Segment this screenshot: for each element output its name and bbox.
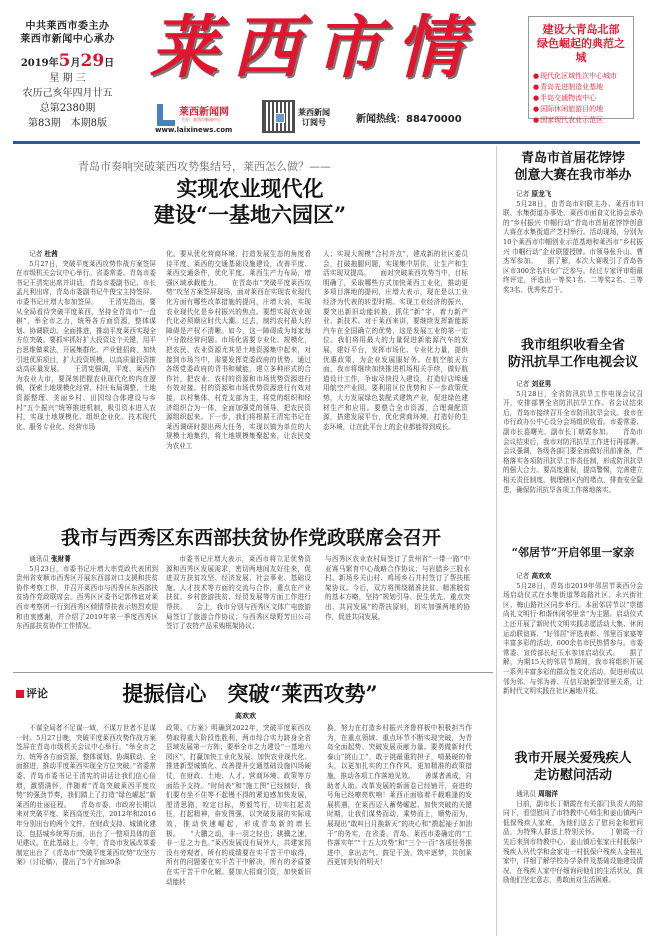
lead-title: 实现农业现代化 建设“一基地六园区” [153, 176, 347, 227]
site-logo-icon [157, 104, 175, 126]
slogan-item: ● 现代化区域性次中心城市 [533, 71, 629, 82]
masthead-info [20, 20, 115, 131]
right-story-1-title: 青岛市首届花饽饽 创意大赛在我市举办 [514, 151, 632, 183]
middle-col-3: 与西秀区农业农村局签订了贵州省“一带一路”中亚赛马繁育中心战略合作协议；与岩腊乡三股水村、新场乡关山村、鸡场乡石井村签订了帮扶框架协议。今后，双方将围绕精准扶贫、精准脱贫的基本方略，坚持“规划引导、民生优先、重点突出、共同发展”的帮扶原则，切实加强两地的协作，促进共同发展。 [325, 555, 470, 621]
slogan-item: ● 国家现代农业示范区 [533, 115, 629, 126]
slogan-list [533, 71, 629, 126]
right-story-3-body: 记者 高欢欢 5月28日，青岛市2019年邻居节莱西分会场启动仪式在水集街道琴岛路社区、永兴街社区、梅山路社区同步举行。本届邻居节以“崇德尚礼文明行·和谐休闲邻里亲”为主题。启动仪式上还开展了新时代文明实践志愿活动大集、休闲运动联谊赛、“好邻居”评选表彰、邻里百家宴等丰富多彩的活动，600余名市民热情参与。市委常委、宣传部长纪玉水参加启动仪式。 据了解，为期15天的邻居节期间，我市将组织开展一系列丰富多彩的群众性文化活动，促进形成以邻为邻、与邻为善、互信互助新型邻里关系，让新时代文明实践在社区遍地开花。 [503, 572, 643, 696]
lead-col-1: 记者 杜茜 5月27日，突破平度莱西攻势作战方案签屏在市级机关会议中心举行。省委常委、青岛市委书记王清宪出席并讲话，青岛市委副书记、市长孟凡利出席，青岛市委副书记牛俊宝主持签屏。市委书记庄增大参加签屏。 王清宪指出，要从全局看待突破平度莱西，坚持全青岛市“一盘棋”，举全市之力，统筹各方面资源，整体谋划、协调联动、全面推进，推动平度莱西实现全方位突破。要抓牢抓好扩大投资这个关键，用平台思维做乘法，开展集群化、产业链招商，加快引进优质项目，扩大投资规模，以高质量投资推动高质量发展。 王清宪强调，平度、莱西作为农业大市，要深刻把握农业现代化的内在逻辑，探索土地规模化经营、村庄布局调整、土地资源整理、美丽乡村、田园综合体建设与乡村“五个振兴”统筹推进机制，吸引资本进入农村，实现土地规模化、组织企业化、技术现代化、服务专业化、经营市场 [16, 250, 156, 431]
section-divider [13, 672, 493, 673]
site-url[interactable]: www.laixinews.com [155, 126, 233, 134]
issue-total: 总第2380期 [39, 103, 96, 114]
commentary-col-1: 不谋全局者不足谋一域，不谋万世者不足谋一时。5月27日晚，突破平度莱西攻势作战方案签屏在青岛市级机关会议中心举行。“举全市之力、统筹各方面资源，整体谋划、协调联动、全面推进，推动平度莱西实现全方位突破。”省委常委、青岛市委书记王清宪的讲话让我们信心倍增，激情满怀，伴随着“青岛突破莱西平度攻势”的强劲节奏，我们踏上了打造“绿色崛起”新莱西的壮丽征程。 青岛市委、市政府长期以来对突破平度、莱西高度关注，2012年和2016年分别出台的两个文件，在财政支持、城镇化建设、包括城乡统筹方面，出台了一整项具体的意见建议。在此基础上，今年，青岛市发展改革委制定出台了《青岛市“突破平度莱西攻势”攻坚方案》（讨论稿），提出了5个方面39条 [16, 724, 156, 867]
commentary-title: 提振信心 突破“莱西攻势” [122, 681, 378, 706]
middle-col-1: 通讯员 张财菁 5月23日，市委书记庄增大率党政代表团到贵州省安顺市西秀区开展东西部对口支援和扶贫协作考察工作，并召开莱西市与西秀区东西部扶贫协作党政联席会。西秀区区委书记郭伟谊对莱西市考察团一行到西秀区倾情帮扶表示热烈欢迎和由衷感谢，并介绍了2019年第一季度西秀区东西部扶贫协作工作情况。 [16, 555, 158, 631]
commentary-col-2: 政策。《方案》明确到2022年，突破平度莱西攻势取得重大阶段性胜利，两市综合实力跻身全省县域发展第一方阵；要举全市之力建设“一基地六园区”，打赢加快工业化发展、加快农业现代化、推进新型城镇化、改善提升交通基础设施四场硬仗，在财政、土地、人才、营商环境、政策等方面给予支持。“时间表”和“施工图”已经制好，我们要有坐不住等不起慢不得的紧迫感加快发展，厘清思路，咬定目标，勇毅笃行，切实扛起责任，打起精神，奋发图强，以突破发展的实际成效，推动快速崛起，形成青岛新的增长极。 “大鹏之动，非一羽之轻也；骐骥之速，非一足之力也。”莱西发展没有局外人，共建家园没有旁观者。所有的成绩要在实干苦干中取得，所有的问题要在实干苦干中解决，所有的矛盾要在实干苦干中化解。要加大招商引资，加快新旧动能转 [166, 724, 311, 886]
right-story-4-body: 通讯员 周瑞洋 日前，副市长丁朝霞在有关部门负责人的陪同下，看望慰问了市特教中心师生和姜山镇两户低保残疾人家庭，为他们送去了慰问金和慰问品，为特殊人群送上特别关怀。 丁朝霞一行先后来到市特教中心、姜山镇后张家庄村低保户残疾人丛代学和金家屯一村低保户残疾人金桂礼家中，详细了解学校办学条件及基础设施建设情况，在残疾人家中仔细询问他们的生活状况，鼓励他们坚定意志，勇敢面对生活困难。 [503, 790, 643, 885]
slogan-box [528, 16, 634, 124]
right-story-2-body: 记者 刘亚男 5月28日，全省防汛抗旱工作电视会议召开，安排部署全省防汛抗旱工作。省会议结束后，青岛市接续召开全市防汛抗旱会议。我市在市行政办公中心设分会场组织收看。市委常委、副市长葛曙光，副市长丁朝霞参加。 青岛市会议结束后，我市对防汛抗旱工作进行再部署。会议强调，各级各部门要全面做好汛前准备，严格落实各项防汛抗旱工作责任制，形成防汛抗旱的强大合力。要高度重视，提高警惕，完善建立相关责任制度，梳理辖区内的堵点，排查安全隐患，确保防汛抗旱各项工作落地落实。 [503, 380, 643, 494]
commentary-col-3: 换，努力在打造乡村振兴齐鲁样板中积极担当作为，在重点领域、重点环节不断实现突破，为青岛全面起势、突破发展贡献力量。要勇做新时代泰山“挑山工”，敢于挑最重的担子，啃最硬的骨头，以更加扎实的工作作风、更加精准的政策措施，推动各项工作落地见效。 善谋者善成，自助者人助。改革发展的新画卷已经铺开，奋进的号角已经嘹亮吹响！莱西正面临着千载难逢的发展机遇，在莱西迈入蓄势崛起、加快突破的关键时期，让我们谋势而动，乘势而上，顺势而为，展现出“敢叫日月换新天”的决心和“撸起袖子加油干”的务实，在省委、青岛、莱西市委确定的“工作落实年”“十五大攻势”和“三个一百”各项任务推进中，拿出志气、鼓足干劲，筑牢逐梦，共创莱西更加美好的明天！ [327, 724, 472, 867]
commentary-tag: 评论 [16, 685, 48, 701]
red-square-icon [16, 690, 24, 698]
lead-byline: 记者 杜茜 [29, 250, 58, 258]
middle-story-title: 我市与西秀区东西部扶贫协作党政联席会召开 [60, 527, 441, 549]
site-logo[interactable] [155, 102, 235, 138]
slogan-title-2: 绿色崛起的典范之城 [537, 37, 625, 64]
lead-col-2: 化。要从优化营商环境、打造发展生态的角度看待平度、莱西的交通基础设施建设，改善平度、莱西交通条件，优化平度、莱西生产力布局，增强区域承载能力。 在青岛市“突破平度莱西攻势”攻坚方案签屏现场，面对莱西在实现农业现代化方面有哪些改革措施的提问，庄增大说，实现农业现代化是乡村振兴的焦点。要想实现农业现代化必须顺应时代大潮。过去，制约农村最大的障碍是产权不清晰。如今，这一障碍成为每家每户分散经营问题。市场化需要专业化、规模化，把农民、农业资源尤其是土地资源集中起来，对接到市场当中，需要发挥党委政府的优势。通过各级党委政府的背书和赋能，建立多种形式的合作社，把农业、农村的资源和市场优势资源进行有效对接。村的资源和市场优势资源进行有效对接，以村集体、村党支部为主，将党的组织和经济组织合为一体，全面加强党的领导，把农民资源组织起来。下一步，我们将根据王清宪书记在莱西调研时提出两大任务，实现以镇为单位的大规模土地集约，将土地规模集聚起来，让农民变为农业工 [166, 250, 311, 450]
weekday: 星 期 三 [49, 73, 86, 84]
sponsor-line-1: 中共莱西市委主办 [25, 21, 110, 32]
site-sub: 主办：莱西市新闻中心 [181, 117, 221, 122]
site-name: 莱西新闻网 [179, 107, 229, 118]
qr-code-icon[interactable] [262, 100, 295, 133]
sponsor-line-2: 莱西市新闻中心承办 [20, 34, 115, 45]
right-story-1-body: 记者 原龙飞 5月28日，由青岛市妇联主办、莱西市妇联、水集街道办事处、莱西市面食文化协会承办的“乡村振兴 巾帼行动”青岛市首届花饽饽创意大赛在水集街道产芝村举行。活动现场，分别为10个莱西市巾帼创业示范基地和莱西市“乡村振兴 巾帼行动”企业联盟授牌。市领导张升山、曹杰军参加。 据了解，本次大赛吸引了青岛各区市300余名妇女广泛参与。经过专家评审组最终评定，评选出一等奖1名、二等奖2名、三等奖3名、优秀奖若干。 [503, 190, 643, 294]
qr-label: 莱西新闻 订阅号 [298, 108, 330, 127]
middle-byline: 通讯员 张财菁 [29, 555, 71, 563]
issue-this: 第83期 本期8版 [27, 118, 108, 129]
news-hotline: 新闻热线：88470000 [356, 114, 462, 125]
lead-col-3: 人；实现大规模“合村并点”，建成新的社区委员会，打破拖腿问题，实现集中居住，让生产和生活实现双提高。 面对突破莱西攻势当中，目标明确了，采取哪些方式加快莱西工业化，推动更多项目落地的提问，庄增大表示，现在是以工业经济为代表的转型时期。实现工业经济的振兴，要突出新旧动能转换，抓住“新”字，着力新产业、新技术。对于莱西来讲，要继续发挥新能源汽车在全国确立的优势，这是发展工业的第一定位。我们将用最大的力量促进新能源汽车的发展，建好平台，发挥市场化、专业化力量，提供优惠政策，为企业发展服好务。在航空航天方面，我市将继续加快推进机场相关手续，做好航道设计工作，争取尽快投入建设，打造好店埠通用航空产业园。要利用区位优势和下一步政策优势，大力发展绿色装配式建筑产业，促进绿色建材生产和应用。要整合全市资源，合理调配资源，搭建发展平台，优化营商环境，打造好的生态环境，让在此平台上的企业都能得到成长。 [323, 250, 468, 431]
right-story-3-title: “邻居节”开启邻里一家亲 [511, 546, 635, 559]
commentary-author: 高欢欢 [235, 712, 256, 720]
column-divider [496, 146, 497, 936]
lead-kicker: 青岛市奏响突破莱西攻势集结号，莱西怎么做？—— [78, 160, 331, 173]
newspaper-logo: 莱西市情 [150, 8, 479, 88]
slogan-title-1: 建设大青岛北部 [542, 23, 620, 36]
publish-date: 2019年5月29日 [20, 51, 115, 71]
middle-col-2: 市委书记庄增大表示，莱西市将立足优势资源和西秀区发展需求，密切两地间友好往来，促进双方扶贫攻坚、经济发展、社会事业、基础设施、人才技术等方面的交流与合作，重点在产业扶贫、乡村旅游扶贫、经贸发展等方面工作进行帮扶。 会上，我市分别与西秀区文体广电旅游局签订了旅游合作协议；与西秀区绿野芳田公司签订了农特产品采购框架协议； [166, 555, 311, 631]
lunar-date: 农历己亥年四月廿五 [22, 88, 113, 99]
masthead-rule [13, 141, 640, 144]
right-story-4-title: 我市开展关爱残疾人 走访慰问活动 [514, 751, 632, 783]
right-story-2-title: 我市组织收看全省 防汛抗旱工作电视会议 [507, 338, 638, 370]
slogan-item: ● 青岛先进制造业基地 [533, 82, 629, 93]
slogan-item: ● 国际休闲旅游目的地 [533, 104, 629, 115]
slogan-item: ● 半岛交通物流中心 [533, 93, 629, 104]
